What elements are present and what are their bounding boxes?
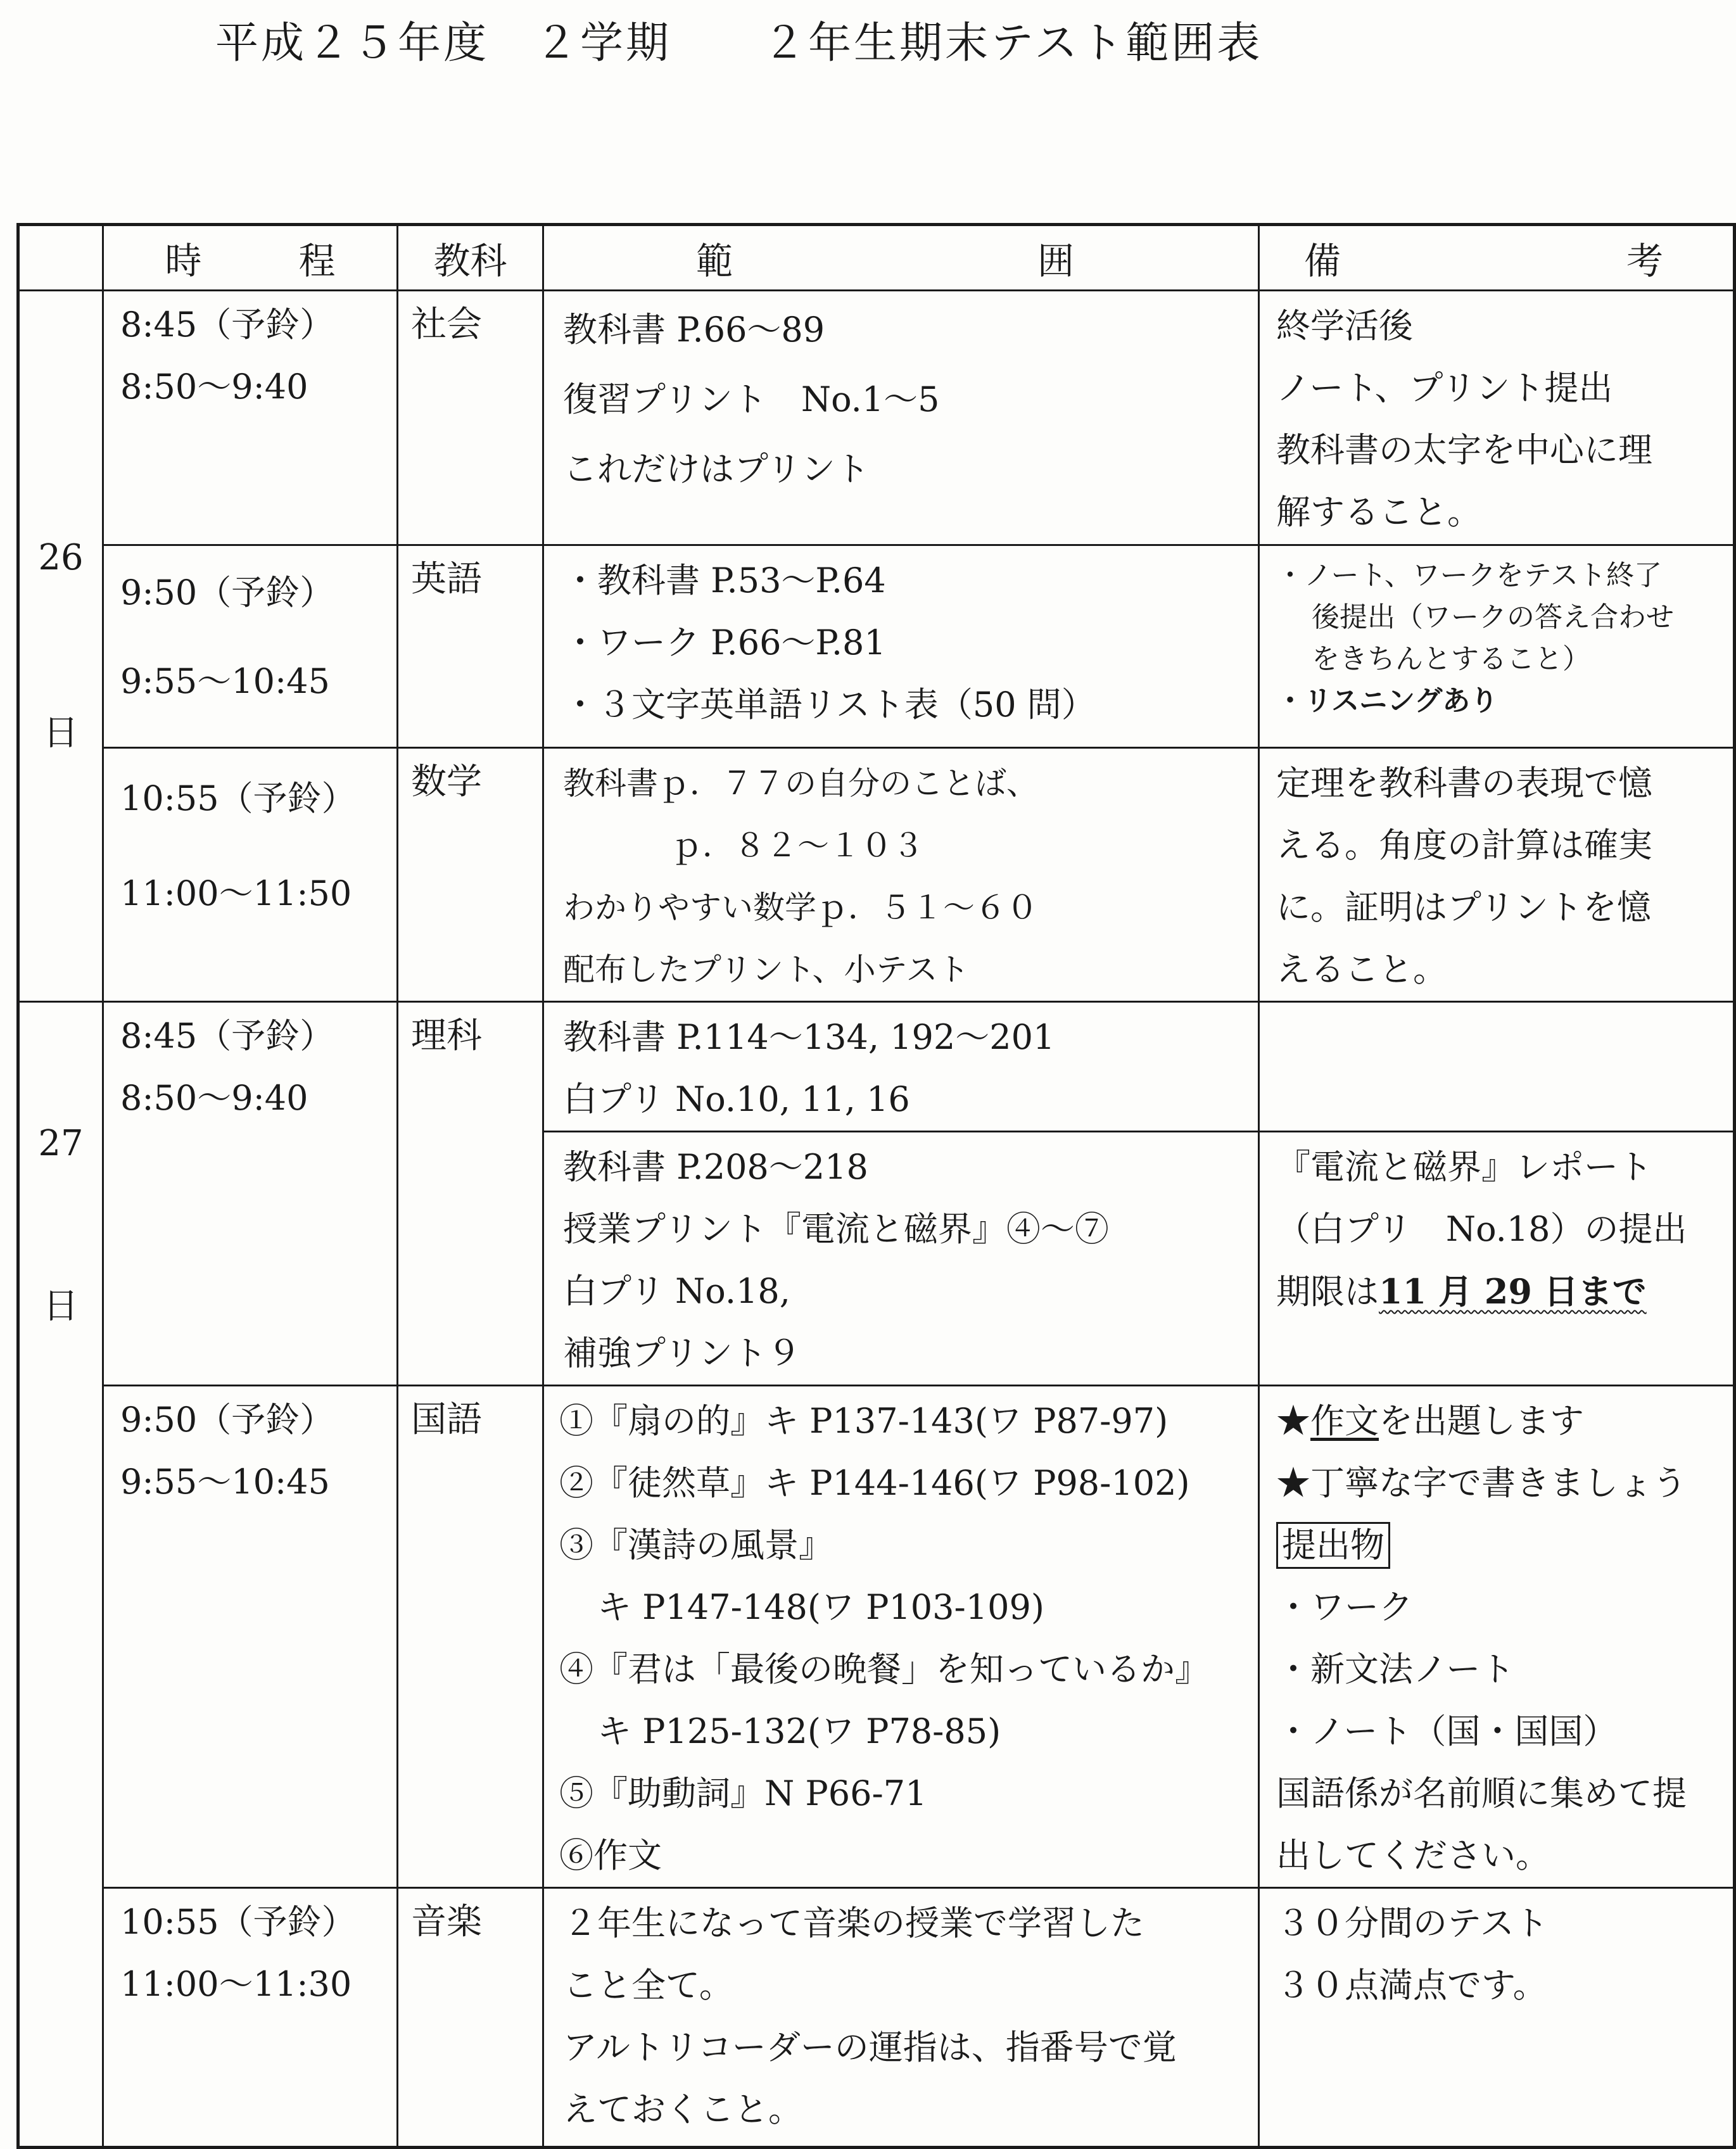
japanese-note-item: ・新文法ノート xyxy=(1276,1649,1515,1689)
music-range-line: ２年生になって音楽の授業で学習した xyxy=(563,1903,1144,1943)
math-range-line: ｐ．８２〜１０３ xyxy=(671,827,924,864)
row-music xyxy=(18,1888,1735,2148)
social-note-line: 終学活後 xyxy=(1276,306,1413,346)
science-range-line: 白プリ No.10, 11, 16 xyxy=(563,1079,910,1119)
math-note xyxy=(1259,748,1735,1002)
japanese-note-submission-box: 提出物 xyxy=(1276,1522,1390,1569)
english-time-bell: 9:50（予鈴） xyxy=(120,573,334,612)
day-27-number: 27 xyxy=(38,1123,84,1164)
english-time xyxy=(103,545,398,748)
header-time xyxy=(103,225,398,291)
music-range-line: アルトリコーダーの運指は、指番号で覚 xyxy=(563,2027,1177,2067)
day-26-cell xyxy=(18,291,103,1002)
japanese-time-span: 9:55〜10:45 xyxy=(120,1462,330,1502)
science-note-line: 『電流と磁界』レポート xyxy=(1276,1147,1652,1187)
science-time-bell: 8:45（予鈴） xyxy=(120,1016,334,1056)
music-time-span: 11:00〜11:30 xyxy=(120,1964,352,2004)
science-range-line: 教科書 P.208〜218 xyxy=(563,1147,868,1187)
social-range xyxy=(543,291,1259,545)
japanese-range-line: ①『扇の的』キ P137-143(ワ P87-97) xyxy=(559,1401,1169,1441)
japanese-note-boxed-line xyxy=(1276,1514,1733,1576)
science-note-line: （白プリ No.18）の提出 xyxy=(1276,1209,1687,1249)
science-range-line: 白プリ No.18, xyxy=(563,1271,790,1311)
row-english xyxy=(18,545,1735,748)
english-range-line: ・教科書 P.53〜P.64 xyxy=(563,561,886,600)
header-time-b: 程 xyxy=(298,239,336,282)
math-subject: 数学 xyxy=(398,748,543,1002)
japanese-time-bell: 9:50（予鈴） xyxy=(120,1400,334,1440)
math-range-line: わかりやすい数学ｐ．５１〜６０ xyxy=(563,889,1038,926)
social-note-line: ノート、プリント提出 xyxy=(1276,368,1613,408)
social-time-span: 8:50〜9:40 xyxy=(120,367,308,407)
english-subject: 英語 xyxy=(398,545,543,748)
japanese-note xyxy=(1259,1386,1735,1888)
english-range-line: ・３文字英単語リスト表（50 問） xyxy=(563,685,1096,725)
english-time-span: 9:55〜10:45 xyxy=(120,661,330,701)
science-range-b xyxy=(543,1132,1259,1386)
header-day xyxy=(18,225,103,291)
science-note-deadline-prefix: 期限は xyxy=(1276,1272,1379,1312)
japanese-note-item: ・ノート（国・国国） xyxy=(1276,1711,1618,1751)
japanese-note-item: ・ワーク xyxy=(1276,1587,1413,1627)
science-subject: 理科 xyxy=(398,1002,543,1386)
day-26-number: 26 xyxy=(38,536,84,578)
social-range-line: 復習プリント No.1〜5 xyxy=(563,379,940,419)
english-note-line: ・リスニングあり xyxy=(1276,685,1498,717)
japanese-range-line: キ P125-132(ワ P78-85) xyxy=(597,1711,1001,1751)
japanese-note-star1 xyxy=(1276,1390,1733,1452)
math-note-line: える。角度の計算は確実 xyxy=(1276,825,1652,865)
music-subject: 音楽 xyxy=(398,1888,543,2148)
header-note-b: 考 xyxy=(1626,239,1663,282)
science-time-span: 8:50〜9:40 xyxy=(120,1078,308,1118)
music-note xyxy=(1259,1888,1735,2148)
math-note-line: 定理を教科書の表現で憶 xyxy=(1276,763,1652,803)
row-social xyxy=(18,291,1735,545)
social-time xyxy=(103,291,398,545)
english-note-line: をきちんとすること） xyxy=(1312,643,1590,675)
japanese-range-line: ⑤『助動詞』N P66-71 xyxy=(559,1773,927,1813)
header-subject: 教科 xyxy=(398,225,543,291)
japanese-time xyxy=(103,1386,398,1888)
music-range-line: えておくこと。 xyxy=(563,2089,802,2129)
social-time-bell: 8:45（予鈴） xyxy=(120,305,334,345)
header-time-a: 時 xyxy=(165,239,202,282)
english-note-line: 後提出（ワークの答え合わせ xyxy=(1312,601,1674,633)
english-note-line: ・ノート、ワークをテスト終了 xyxy=(1276,559,1662,592)
music-time-bell: 10:55（予鈴） xyxy=(120,1902,356,1942)
japanese-range-line: キ P147-148(ワ P103-109) xyxy=(597,1587,1044,1627)
japanese-note-item: 出してください。 xyxy=(1276,1835,1550,1875)
music-range xyxy=(543,1888,1259,2148)
day-27-cell xyxy=(18,1002,103,2148)
header-note xyxy=(1259,225,1735,291)
day-26-kanji: 日 xyxy=(43,712,79,754)
science-note-b xyxy=(1259,1132,1735,1386)
header-range-a: 範 xyxy=(696,239,733,282)
social-subject: 社会 xyxy=(398,291,543,545)
science-time xyxy=(103,1002,398,1386)
japanese-range xyxy=(543,1386,1259,1888)
exam-range-table xyxy=(16,223,1736,2149)
row-science-a xyxy=(18,1002,1735,1132)
science-range-a xyxy=(543,1002,1259,1132)
math-time xyxy=(103,748,398,1002)
science-note-deadline-line xyxy=(1276,1260,1733,1323)
music-range-line: こと全て。 xyxy=(563,1965,733,2005)
social-note-line: 解すること。 xyxy=(1276,492,1481,532)
english-note xyxy=(1259,545,1735,748)
english-range xyxy=(543,545,1259,748)
row-japanese xyxy=(18,1386,1735,1888)
social-range-line: これだけはプリント xyxy=(563,449,870,489)
japanese-note-text: を出題します xyxy=(1379,1401,1584,1441)
math-range xyxy=(543,748,1259,1002)
math-note-line: えること。 xyxy=(1276,949,1447,989)
japanese-note-star2: ★丁寧な字で書きましょう xyxy=(1276,1463,1687,1503)
science-note-deadline-date: 11 月 29 日まで xyxy=(1379,1271,1647,1312)
math-range-line: 教科書ｐ．７７の自分のことば、 xyxy=(563,765,1038,802)
music-note-line: ３０点満点です。 xyxy=(1276,1965,1547,2005)
science-range-line: 授業プリント『電流と磁界』④〜⑦ xyxy=(563,1209,1109,1249)
science-range-line: 補強プリント９ xyxy=(563,1333,801,1373)
day-27-kanji: 日 xyxy=(43,1286,79,1327)
music-time xyxy=(103,1888,398,2148)
header-row xyxy=(18,225,1735,291)
science-note-a xyxy=(1259,1002,1735,1132)
social-note-line: 教科書の太字を中心に理 xyxy=(1276,430,1652,470)
music-note-line: ３０分間のテスト xyxy=(1276,1903,1549,1943)
row-math xyxy=(18,748,1735,1002)
science-range-line: 教科書 P.114〜134, 192〜201 xyxy=(563,1017,1055,1057)
japanese-note-item: 国語係が名前順に集めて提 xyxy=(1276,1773,1687,1813)
star-icon: ★ xyxy=(1276,1401,1310,1441)
japanese-note-underlined: 作文 xyxy=(1310,1401,1379,1441)
math-time-bell: 10:55（予鈴） xyxy=(120,778,356,818)
math-time-span: 11:00〜11:50 xyxy=(120,873,352,913)
header-range xyxy=(543,225,1259,291)
english-range-line: ・ワーク P.66〜P.81 xyxy=(563,623,886,662)
japanese-range-line: ②『徒然草』キ P144-146(ワ P98-102) xyxy=(559,1463,1190,1503)
header-note-a: 備 xyxy=(1304,239,1341,282)
japanese-range-line: ④『君は「最後の晩餐」を知っているか』 xyxy=(559,1649,1209,1689)
header-range-b: 囲 xyxy=(1037,239,1074,282)
japanese-range-line: ③『漢詩の風景』 xyxy=(559,1525,833,1565)
page-title: 平成２５年度 ２学期 ２年生期末テスト範囲表 xyxy=(215,18,1263,68)
math-range-line: 配布したプリント、小テスト xyxy=(563,951,970,988)
social-range-line: 教科書 P.66〜89 xyxy=(563,310,825,350)
japanese-range-line: ⑥作文 xyxy=(559,1835,662,1875)
social-note xyxy=(1259,291,1735,545)
math-note-line: に。証明はプリントを憶 xyxy=(1276,887,1651,927)
japanese-subject: 国語 xyxy=(398,1386,543,1888)
